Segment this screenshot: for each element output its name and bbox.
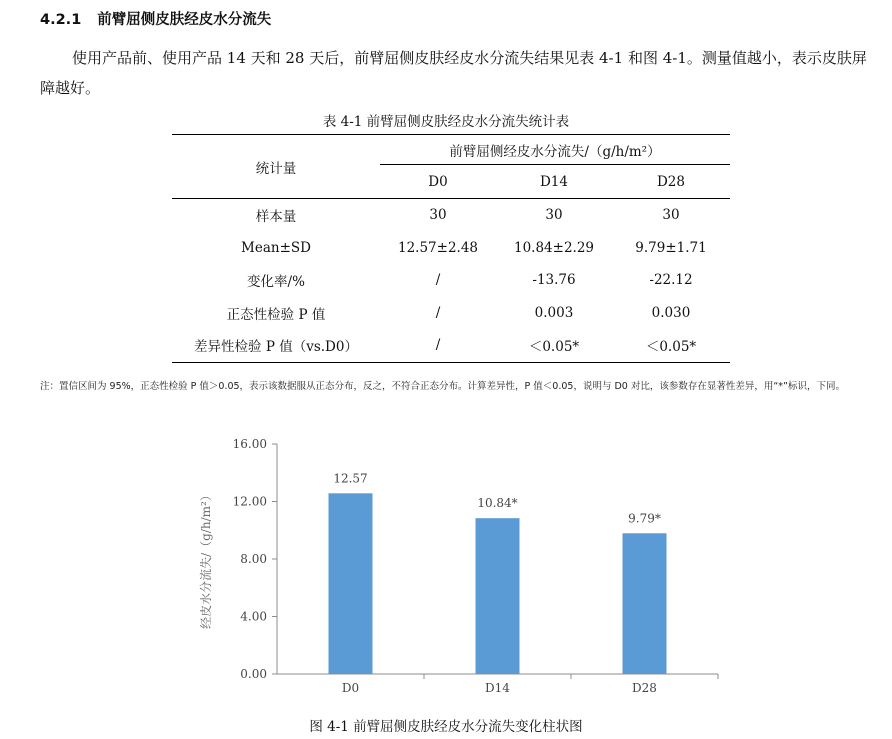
table-cell: 30	[380, 199, 496, 232]
bar-d28	[623, 533, 667, 674]
data-label: 12.57	[333, 471, 368, 486]
table-cell: 30	[496, 199, 612, 232]
section-title: 前臂屈侧皮肤经皮水分流失	[97, 12, 272, 28]
bar-d14	[476, 518, 520, 674]
row-label: 变化率/%	[247, 274, 305, 291]
bar-chart	[180, 430, 740, 712]
table-row	[172, 264, 730, 297]
table-cell: 30	[612, 199, 730, 232]
x-tick-label: D0	[341, 681, 360, 695]
table-footnote: 注：置信区间为 95%，正态性检验 P 值＞0.05，表示该数据服从正态分布，反之，不符合正态分布。计算差异性，P 值＜0.05，说明与 D0 对比，该参数存在显著性差异，用“*”标识，下同。	[40, 381, 845, 392]
table-cell: -13.76	[532, 272, 576, 289]
data-label: 10.84*	[477, 496, 518, 511]
table-row	[172, 329, 730, 362]
section-paragraph: 使用产品前、使用产品 14 天和 28 天后，前臂屈侧皮肤经皮水分流失结果见表 4-1 和图 4-1。测量值越小，表示皮肤屏障越好。	[40, 49, 867, 97]
section-heading	[40, 8, 271, 29]
stat-header-cell: 统计量	[172, 135, 380, 199]
bars	[329, 471, 667, 674]
y-axis-label: 经皮水分流失/（g/h/m²）	[199, 489, 213, 629]
table-cell: ＜0.05*	[496, 329, 612, 362]
table-header-row	[172, 135, 730, 165]
table-cell: 0.030	[651, 304, 691, 321]
y-tick-label: 4.00	[240, 609, 267, 624]
y-tick-label: 12.00	[232, 494, 267, 509]
table-cell: /	[380, 329, 496, 362]
table-cell: 9.79±1.71	[635, 239, 707, 256]
table-cell: 10.84±2.29	[513, 239, 595, 256]
data-label: 9.79*	[628, 511, 661, 526]
table-cell: 0.003	[534, 304, 574, 321]
x-tick-label: D28	[632, 681, 657, 695]
statistics-table	[172, 134, 730, 363]
bar-d0	[329, 493, 373, 674]
column-header-d14: D14	[539, 173, 568, 190]
table-row	[172, 297, 730, 330]
x-tick-label: D14	[485, 681, 510, 695]
table-row	[172, 199, 730, 232]
table-row	[172, 232, 730, 265]
section-number: 4.2.1	[40, 12, 82, 28]
row-label: 样本量	[172, 199, 380, 232]
table-cell: -22.12	[649, 272, 693, 289]
table-cell: ＜0.05*	[612, 329, 730, 362]
column-header-d0: D0	[428, 173, 448, 190]
figure-caption: 图 4-1 前臂屈侧皮肤经皮水分流失变化柱状图	[309, 719, 583, 735]
group-header-cell: 前臂屈侧经皮水分流失/（g/h/m²）	[380, 135, 730, 165]
y-tick-label: 16.00	[232, 437, 267, 451]
table-caption: 表 4-1 前臂屈侧皮肤经皮水分流失统计表	[322, 114, 570, 130]
row-label: 差异性检验 P 值（vs.D0）	[172, 329, 380, 362]
row-label: 正态性检验 P 值	[226, 306, 326, 323]
x-axis	[277, 674, 718, 695]
table-cell: 12.57±2.48	[397, 239, 479, 256]
table-cell: /	[435, 272, 441, 289]
y-tick-label: 8.00	[240, 552, 267, 566]
table-cell: /	[435, 304, 441, 321]
row-label: Mean±SD	[241, 239, 311, 256]
y-axis	[233, 437, 277, 681]
y-tick-label: 0.00	[240, 667, 267, 681]
column-header-d28: D28	[656, 173, 685, 190]
